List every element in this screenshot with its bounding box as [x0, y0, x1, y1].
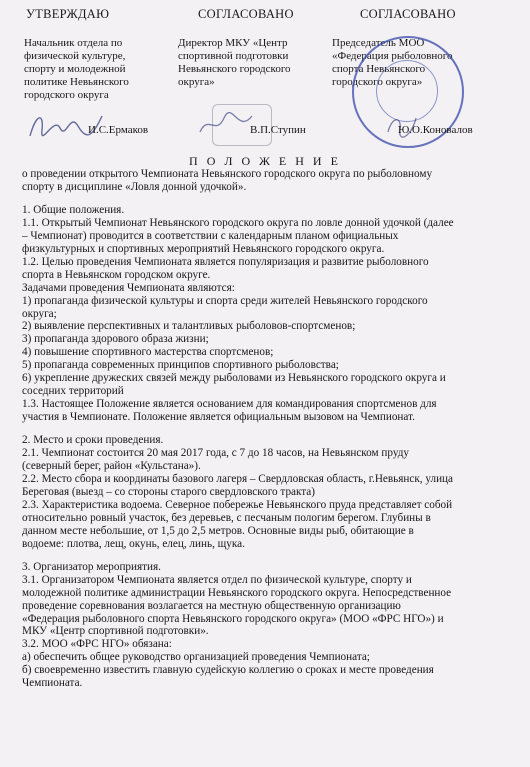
document-title: П О Л О Ж Е Н И Е — [189, 154, 341, 168]
paragraph-line: 1.1. Открытый Чемпионат Невьянского городского округа по ловле донной удочкой (далее — [22, 216, 454, 229]
paragraph-line: – Чемпионат) проводится в соответствии с календарным планом официальных — [22, 229, 399, 242]
paragraph-line: 4) повышение спортивного мастерства спортсменов; — [22, 346, 274, 359]
paragraph-line: молодежной политике администрации Невьянского городского округа. Непосредственное — [22, 586, 452, 599]
approval-line: спортивной подготовки — [178, 50, 289, 62]
paragraph-line: 1.2. Целью проведения Чемпионата является популяризация и развитие рыболовного — [22, 255, 429, 268]
paragraph-line: водоеме: плотва, лещ, окунь, елец, линь, щука. — [22, 537, 245, 550]
paragraph-gap — [22, 194, 520, 204]
approval-block-head-of-department — [24, 8, 174, 102]
approval-line: Председатель МОО — [332, 37, 425, 49]
paragraph-gap — [22, 551, 520, 561]
paragraph-line: проведение соревнования возлагается на местную общественную организацию — [22, 599, 401, 612]
paragraph-line: 5) пропаганда современных принципов спортивного рыболовства; — [22, 359, 339, 372]
paragraph-line: данном месте небольшие, от 1,5 до 2,5 метров. Основные виды рыб, обитающие в — [22, 524, 414, 537]
approval-heading: СОГЛАСОВАНО — [198, 7, 294, 21]
approval-line: физической культуре, — [24, 50, 126, 62]
paragraph-line: Задачами проведения Чемпионата являются: — [22, 281, 235, 294]
paragraph-line: 6) укрепление дружеских связей между рыболовами из Невьянского городского округа и — [22, 372, 446, 385]
paragraph-line: 3. Организатор мероприятия. — [22, 560, 161, 573]
paragraph-line: спорта в Невьянском городском округе. — [22, 268, 211, 281]
signature-stupin — [196, 110, 256, 140]
signature-name: В.П.Ступин — [250, 124, 306, 136]
paragraph-line: МКУ «Центр спортивной подготовки». — [22, 625, 209, 638]
paragraph-line: 1) пропаганда физической культуры и спорта среди жителей Невьянского городского — [22, 294, 428, 307]
paragraph-line: 2.1. Чемпионат состоится 20 мая 2017 года, с 7 до 18 часов, на Невьянском пруду — [22, 447, 410, 460]
approval-heading: УТВЕРЖДАЮ — [26, 7, 110, 21]
paragraph-line: Чемпионата. — [22, 677, 83, 690]
paragraph-line: 1.3. Настоящее Положение является основанием для командирования спортсменов для — [22, 398, 437, 411]
paragraph-line: б) своевременно известить главную судейскую коллегию о сроках и месте проведения — [22, 664, 434, 677]
paragraph-line: участия в Чемпионате. Положение является официальным вызовом на Чемпионат. — [22, 411, 415, 424]
paragraph-line: 2.3. Характеристика водоема. Северное побережье Невьянского пруда представляет собой — [22, 498, 453, 511]
paragraph-line: 1. Общие положения. — [22, 203, 125, 216]
paragraph-gap — [22, 424, 520, 434]
approval-line: «Федерация рыболовного — [332, 50, 453, 62]
paragraph-line: 2) выявление перспективных и талантливых рыболовов-спортсменов; — [22, 320, 356, 333]
approval-line: Начальник отдела по — [24, 37, 123, 49]
paragraph-line: а) обеспечить общее руководство организацией проведения Чемпионата; — [22, 651, 370, 664]
paragraph-line: соседних территорий — [22, 385, 124, 398]
paragraph-line: (северный берег, район «Кульстана»). — [22, 460, 201, 473]
paragraph-line: 3.2. МОО «ФРС НГО» обязана: — [22, 638, 172, 651]
approval-line: городского округа» — [332, 76, 423, 88]
approval-block-director — [178, 8, 328, 89]
paragraph-line: спорту в дисциплине «Ловля донной удочкой». — [22, 180, 247, 193]
approval-heading: СОГЛАСОВАНО — [360, 7, 456, 21]
approval-line: Невьянского городского — [178, 63, 291, 75]
paragraph-line: «Федерация рыболовного спорта Невьянского городского округа» (МОО «ФРС НГО») и — [22, 612, 444, 625]
paragraph-line: физкультурных и спортивных мероприятий Невьянского городского округа. — [22, 242, 385, 255]
approval-line: округа» — [178, 76, 215, 88]
paragraph-line: 2. Место и сроки проведения. — [22, 434, 164, 447]
approval-line: политике Невьянского — [24, 76, 129, 88]
document-body — [22, 168, 520, 690]
paragraph-line: Береговая (выезд – со стороны старого свердловского тракта) — [22, 485, 316, 498]
paragraph-line: относительно ровный участок, без деревьев, с песчаным пологим берегом. Глубины в — [22, 511, 431, 524]
approval-line: спорту и молодежной — [24, 63, 126, 75]
signature-name: Ю.О.Коновалов — [398, 124, 473, 136]
approval-line: городского округа — [24, 89, 109, 101]
paragraph-line: о проведении открытого Чемпионата Невьянского городского округа по рыболовному — [22, 168, 433, 180]
paragraph-line: 2.2. Место сбора и координаты базового лагеря – Свердловская область, г.Невьянск, улица — [22, 472, 454, 485]
approval-line: Директор МКУ «Центр — [178, 37, 288, 49]
paragraph-line: 3.1. Организатором Чемпионата является отдел по физической культуре, спорту и — [22, 573, 412, 586]
paragraph-line: 3) пропаганда здорового образа жизни; — [22, 333, 209, 346]
signature-name: И.С.Ермаков — [88, 124, 149, 136]
approval-line: спорта Невьянского — [332, 63, 426, 75]
paragraph-line: округа; — [22, 307, 57, 320]
